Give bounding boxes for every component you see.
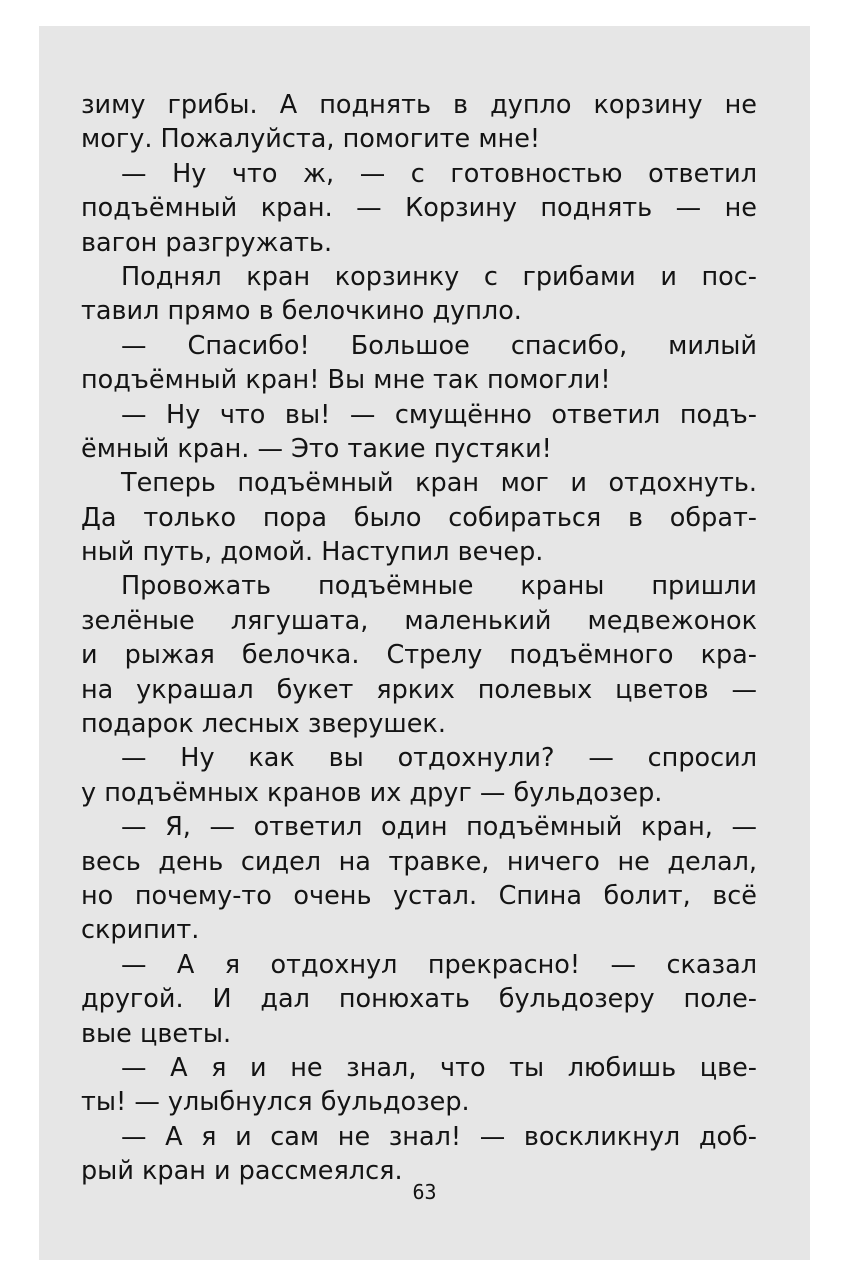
text-line: зелёные лягушата, маленький медвежонок <box>81 605 757 636</box>
text-line: тавил прямо в белочкино дупло. <box>81 296 522 327</box>
page-number: 63 <box>412 1180 437 1204</box>
text-line: и рыжая белочка. Стрелу подъёмного кра- <box>81 640 757 671</box>
text-line: — Я, — ответил один подъёмный кран, — <box>121 812 757 843</box>
text-line: подъёмный кран! Вы мне так помогли! <box>81 365 611 396</box>
text-line: — Ну как вы отдохнули? — спросил <box>121 743 757 774</box>
text-line: подарок лесных зверушек. <box>81 709 446 740</box>
text-line: зиму грибы. А поднять в дупло корзину не <box>81 90 757 120</box>
text-line: рый кран и рассмеялся. <box>81 1156 403 1187</box>
text-line: скрипит. <box>81 915 200 946</box>
text-line: но почему-то очень устал. Спина болит, всё <box>81 880 757 911</box>
text-line: — А я отдохнул прекрасно! — сказал <box>121 949 757 980</box>
text-line: — А я и сам не знал! — воскликнул доб- <box>121 1121 757 1152</box>
text-line: Поднял кран корзинку с грибами и пос- <box>121 261 757 292</box>
story-text <box>81 88 757 1189</box>
text-line: ты! — улыбнулся бульдозер. <box>81 1087 470 1118</box>
text-line: ёмный кран. — Это такие пустяки! <box>81 433 552 464</box>
text-line: вые цветы. <box>81 1018 232 1049</box>
text-line: — А я и не знал, что ты любишь цве- <box>121 1052 757 1083</box>
text-line: Провожать подъёмные краны пришли <box>121 571 757 602</box>
text-line: ный путь, домой. Наступил вечер. <box>81 537 544 568</box>
text-line: Теперь подъёмный кран мог и отдохнуть. <box>121 468 757 499</box>
text-line: у подъёмных кранов их друг — бульдозер. <box>81 777 663 808</box>
text-line: могу. Пожалуйста, помогите мне! <box>81 124 541 155</box>
text-line: подъёмный кран. — Корзину поднять — не <box>81 193 757 224</box>
text-line: весь день сидел на травке, ничего не делал, <box>81 846 757 877</box>
text-line: — Спасибо! Большое спасибо, милый <box>121 330 757 361</box>
book-page <box>39 26 810 1260</box>
text-line: — Ну что вы! — смущённо ответил подъ- <box>121 399 757 430</box>
text-line: Да только пора было собираться в обрат- <box>81 502 757 533</box>
text-line: на украшал букет ярких полевых цветов — <box>81 674 757 705</box>
text-line: вагон разгружать. <box>81 227 333 258</box>
text-line: — Ну что ж, — с готовностью ответил <box>121 158 757 189</box>
text-line: другой. И дал понюхать бульдозеру поле- <box>81 984 757 1015</box>
